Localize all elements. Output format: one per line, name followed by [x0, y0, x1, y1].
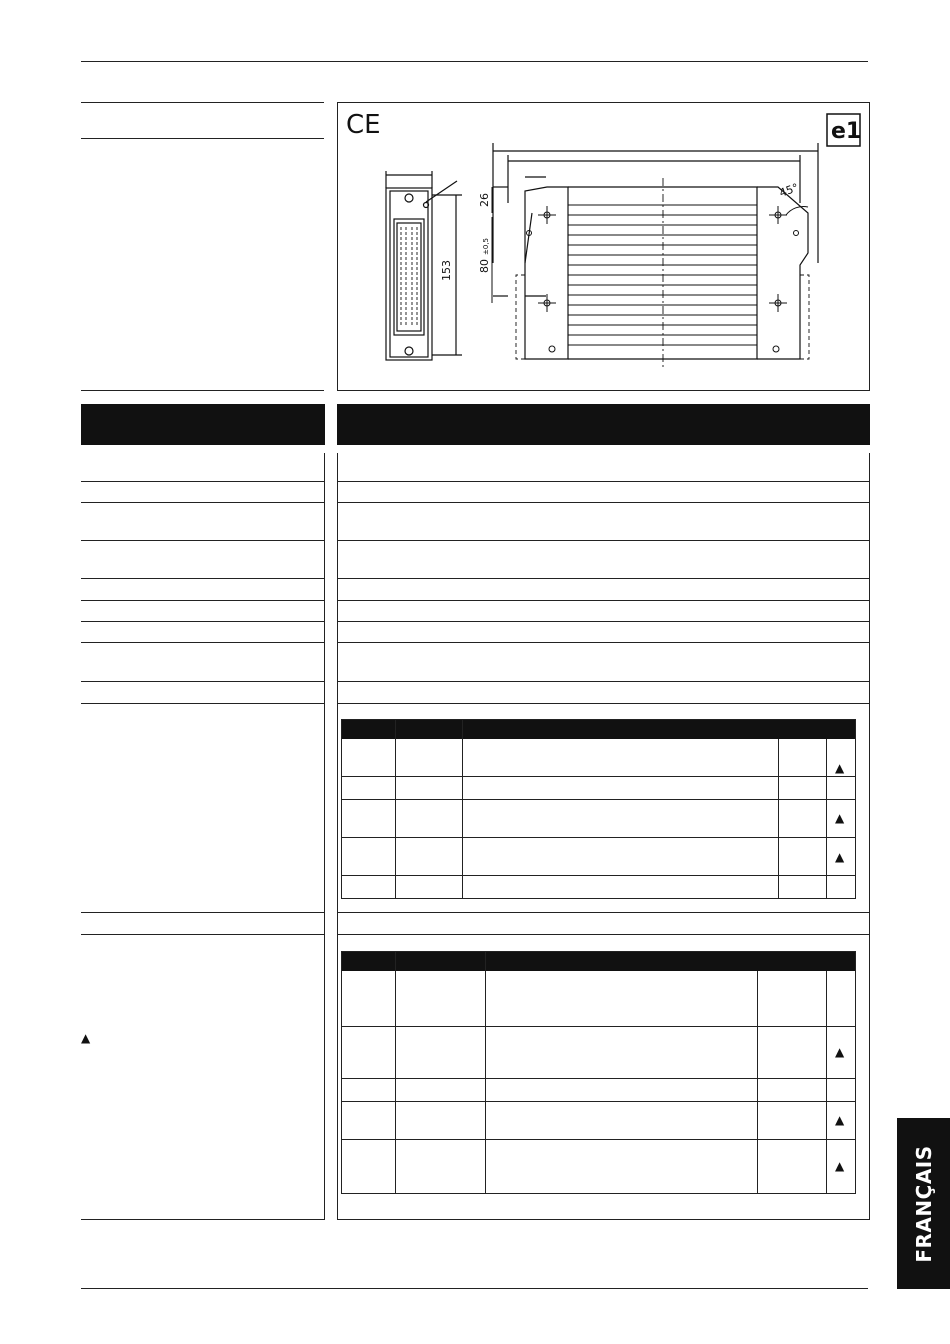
table-2-header [342, 952, 855, 971]
left-rule [81, 102, 324, 103]
row-rule [81, 540, 324, 541]
triangle-icon: ▲ [835, 761, 845, 775]
row-rule [81, 934, 324, 935]
triangle-icon: ▲ [81, 1031, 91, 1045]
left-column-edge [324, 453, 325, 1220]
language-tab [897, 1118, 950, 1289]
row-rule [81, 1219, 324, 1220]
row-rule [337, 621, 869, 622]
right-column-edge-right [869, 453, 870, 1220]
row-rule [337, 540, 869, 541]
right-column-edge-left [337, 453, 338, 1220]
row-rule [337, 703, 869, 704]
dim-153: 153 [440, 260, 453, 281]
left-header-bar [81, 404, 325, 445]
dimension-drawing [338, 103, 869, 390]
e1-mark: e1 [831, 119, 862, 144]
dim-26: 26 [478, 193, 491, 207]
language-tab-label: FRANÇAIS [911, 1144, 936, 1263]
row-rule [81, 600, 324, 601]
dimension-drawing-frame [337, 102, 870, 391]
row-rule [81, 642, 324, 643]
row-rule [81, 502, 324, 503]
left-rule [81, 138, 324, 139]
table-2 [341, 951, 856, 1194]
dim-80-tolerance: ±0,5 [482, 238, 490, 255]
row-rule [337, 578, 869, 579]
row-rule [337, 681, 869, 682]
row-rule [81, 481, 324, 482]
top-rule [81, 61, 868, 62]
triangle-icon: ▲ [835, 1113, 845, 1127]
row-rule [337, 934, 869, 935]
left-rule [81, 390, 324, 391]
triangle-icon: ▲ [835, 1159, 845, 1173]
triangle-icon: ▲ [835, 1045, 845, 1059]
row-rule [337, 642, 869, 643]
bottom-rule [81, 1288, 868, 1289]
row-rule [81, 681, 324, 682]
triangle-icon: ▲ [835, 811, 845, 825]
row-rule [337, 600, 869, 601]
row-rule [81, 621, 324, 622]
row-rule [81, 578, 324, 579]
ce-mark: CE [346, 110, 381, 140]
angle-45: 45° [777, 180, 801, 200]
row-rule [81, 912, 324, 913]
row-rule [81, 703, 324, 704]
triangle-icon: ▲ [835, 850, 845, 864]
row-rule [337, 1219, 869, 1220]
table-1-header [342, 720, 855, 739]
dim-80: 80 [478, 259, 491, 273]
table-1 [341, 719, 856, 899]
row-rule [337, 912, 869, 913]
row-rule [337, 481, 869, 482]
row-rule [337, 502, 869, 503]
right-header-bar [337, 404, 870, 445]
